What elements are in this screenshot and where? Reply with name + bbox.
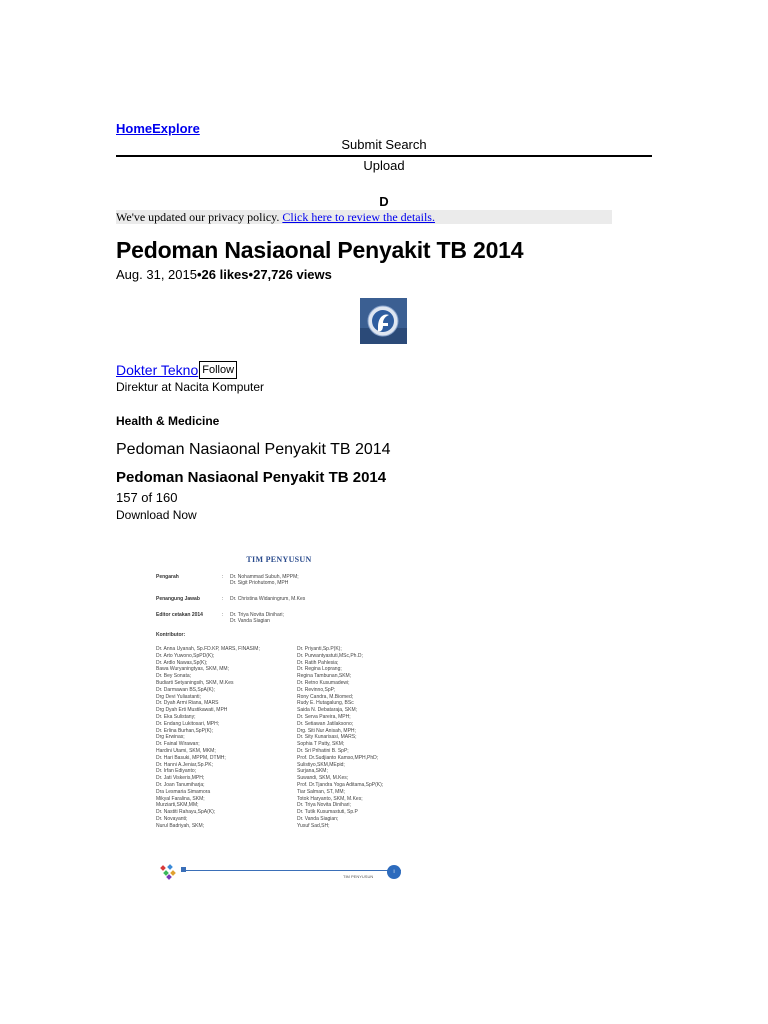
contributor-name: Dr. Arto Yuwono,SpPD(K);	[156, 652, 215, 659]
name-line: Dr. Vanda Siagian	[230, 618, 270, 624]
privacy-details-link[interactable]: Click here to review the details.	[282, 210, 435, 224]
contributor-name: Dr. Sity Kunarisasi, MARS;	[297, 734, 357, 741]
contributor-name: Dr. Tutik Kusumastuti, Sp.P	[297, 809, 358, 816]
contributor-name: Sophia T Patty, SKM;	[297, 741, 345, 748]
contributor-name: Yusuf Sad,SH;	[297, 822, 330, 829]
likes-count: 26 likes	[201, 267, 249, 282]
contributor-name: Dr. Priyanti,Sp.P(K);	[297, 646, 342, 652]
contributor-name: Dr. Purwantyastuti,MSc,Ph.D;	[297, 652, 363, 659]
colon: :	[222, 612, 224, 618]
contributor-name: Dr. Joan Tanumiharja;	[156, 781, 205, 788]
name-line: Dr. Nohammad Subuh, MPPM;	[230, 574, 299, 580]
search-bar	[116, 137, 652, 157]
ministry-logo-icon	[159, 864, 179, 885]
editor-label: Editor cetakan 2014	[156, 612, 203, 618]
name-line: Dr. Sigit Priohutomo, MPH	[230, 580, 289, 586]
contributor-name: Drg Erwinas;	[156, 734, 185, 741]
contributor-name: Dr. Darmawan BS,SpA(K);	[156, 686, 215, 693]
contributor-name: Dr. Dyah Armi Riana, MARS	[156, 700, 219, 707]
contributor-name: Prof. Dr.Tjandra Yoga Aditama,SpP(K);	[297, 781, 384, 788]
name-line: Dr. Christina Widaningrum, M.Kes	[230, 596, 306, 602]
contributor-name: Dr. Ratih Pahlesia;	[297, 659, 339, 666]
contributor-name: Dr. Jati Viskeris,MPH;	[156, 775, 205, 782]
contributor-name: Dr. Bey Sonata;	[156, 673, 192, 680]
nav-explore-link[interactable]: Explore	[152, 121, 200, 136]
contributor-name: Dr. Setiawan Jatilaksono;	[297, 720, 354, 727]
contributor-name: Dr. Serva Pareira, MPH;	[297, 713, 351, 720]
upload-link-container	[116, 158, 652, 173]
contributor-name: Mikyal Faralina, SKM;	[156, 795, 205, 802]
contributor-name: Prof. Dr.Sudjianto Kamso,MPH,PhD;	[297, 754, 379, 761]
contributor-name: Totok Haryanto, SKM, M.Kes;	[297, 795, 363, 802]
contributor-name: Drg Dyah Erti Mustikawati, MPH	[156, 707, 228, 714]
nav-home-link[interactable]: Home	[116, 121, 153, 136]
editor-names	[230, 612, 284, 624]
contributor-column-left	[156, 646, 260, 830]
avatar[interactable]	[360, 298, 407, 344]
contributor-name: Dr. Fainal Wirawan;	[156, 741, 200, 748]
contributor-name: Dr. Triya Novita Dinihari;	[297, 802, 351, 809]
contributor-name: Murziarti,SKM,MM;	[156, 802, 199, 809]
contributor-name: Dra Lesmaria Simamora	[156, 788, 211, 795]
author-job: Direktur at Nacita Komputer	[116, 380, 265, 394]
privacy-text: We've updated our privacy policy.	[116, 210, 283, 224]
avatar-image	[360, 298, 407, 344]
footer-rule	[181, 870, 401, 871]
contributor-name: Drg Devi Yuliastanti;	[156, 693, 201, 700]
download-now-link[interactable]: Download Now	[116, 508, 197, 522]
document-meta	[116, 267, 332, 282]
kontributor-label: Kontributor:	[156, 632, 186, 638]
contributor-name: Dr. Novayanti;	[156, 815, 188, 822]
contributor-name: Dr. Irfan Ediyanto;	[156, 768, 197, 775]
colon: :	[222, 574, 224, 580]
penanggung-label: Penangung Jawab	[156, 596, 200, 602]
contributor-name: Dr. Hari Basuki, MPPM, DTMH;	[156, 754, 226, 761]
colon: :	[222, 596, 224, 602]
contributor-name: Dr. Hanni A.Jeniar,Sp.PK;	[156, 761, 213, 768]
contributor-name: Dr. Eka Sulistany;	[156, 713, 196, 720]
footer-text: TIM PENYUSUN	[343, 874, 374, 879]
top-nav	[116, 121, 200, 136]
contributor-name: Dr. Endang Lukitosari, MPH;	[156, 720, 220, 727]
pengarah-names	[230, 574, 299, 586]
follow-button[interactable]: Follow	[199, 361, 237, 379]
author-link[interactable]: Dokter Tekno	[116, 362, 199, 378]
contributor-name: Dr. Retno Kusumadewi;	[297, 679, 350, 686]
privacy-banner	[116, 210, 612, 224]
views-count: 27,726 views	[253, 267, 332, 282]
upload-date: Aug. 31, 2015	[116, 267, 197, 282]
contributor-column-right	[297, 646, 383, 830]
category-label[interactable]: Health & Medicine	[116, 414, 220, 428]
contributor-name: Dr. Anna Uyanah, Sp.FD.KP, MARS, FINASIM;	[156, 646, 260, 652]
page-title: Pedoman Nasiaonal Penyakit TB 2014	[116, 237, 524, 263]
contributor-name: Dr. Ardlo Nawas,Sp(K);	[156, 659, 208, 666]
contributor-name: Dr. Nastiti Rahayu,SpA(K);	[156, 809, 216, 816]
d-mark: D	[379, 194, 389, 209]
page-header: TIM PENYUSUN	[246, 555, 312, 564]
contributor-name: Suwandi, SKM, M.Kes;	[297, 775, 349, 782]
upload-link[interactable]: Upload	[363, 158, 405, 173]
contributor-name: Rony Candra, M.Biomed;	[297, 693, 354, 700]
penanggung-names	[230, 596, 305, 602]
contributor-name: Dr. Regina Loprang;	[297, 666, 342, 673]
contributor-name: Dr. Vanda Siagian;	[297, 815, 339, 822]
contributor-name: Dr. Revinno,SpP;	[297, 686, 336, 693]
author-row	[116, 361, 237, 381]
contributor-name: Saida N. Debataraja, SKM;	[297, 707, 358, 714]
contributor-name: Bawa Wuryaningtyas, SKM, MM;	[156, 666, 229, 673]
viewer-title: Pedoman Nasiaonal Penyakit TB 2014	[116, 469, 387, 486]
contributor-name: Hardini Utami, SKM, MKM;	[156, 747, 216, 754]
page-count: 157 of 160	[116, 490, 178, 505]
name-line: Dr. Triya Novita Dinihari;	[230, 612, 284, 618]
meta-separator: •	[196, 267, 202, 282]
contributor-name: Budiarti Setyaningsih, SKM, M.Kes	[156, 679, 234, 686]
pengarah-label: Pengarah	[156, 574, 179, 580]
contributor-name: Nurul Badriyah, SKM;	[156, 822, 205, 829]
document-page-preview[interactable]	[150, 550, 408, 884]
document-description: Pedoman Nasiaonal Penyakit TB 2014	[116, 441, 391, 458]
contributor-name: Tiar Salman, ST, MM;	[297, 788, 345, 795]
contributor-name: Drg. Siti Nur Anisah, MPH;	[297, 727, 356, 734]
submit-search-button[interactable]: Submit Search	[341, 137, 427, 152]
contributor-name: Surjana,SKM;	[297, 768, 328, 775]
contributor-name: Sulistiyo,SKM,MEpid;	[297, 761, 345, 768]
contributor-name: Rudy E. Hutagalung, BSc	[297, 700, 354, 707]
page-number-badge: i	[387, 865, 401, 879]
meta-separator: •	[248, 267, 254, 282]
contributor-name: Regina Tambunan,SKM;	[297, 673, 352, 680]
contributor-name: Dr. Sri Prihatini B. SpP;	[297, 747, 349, 754]
contributor-name: Dr. Erlina Burhan,SpP(K);	[156, 727, 213, 734]
